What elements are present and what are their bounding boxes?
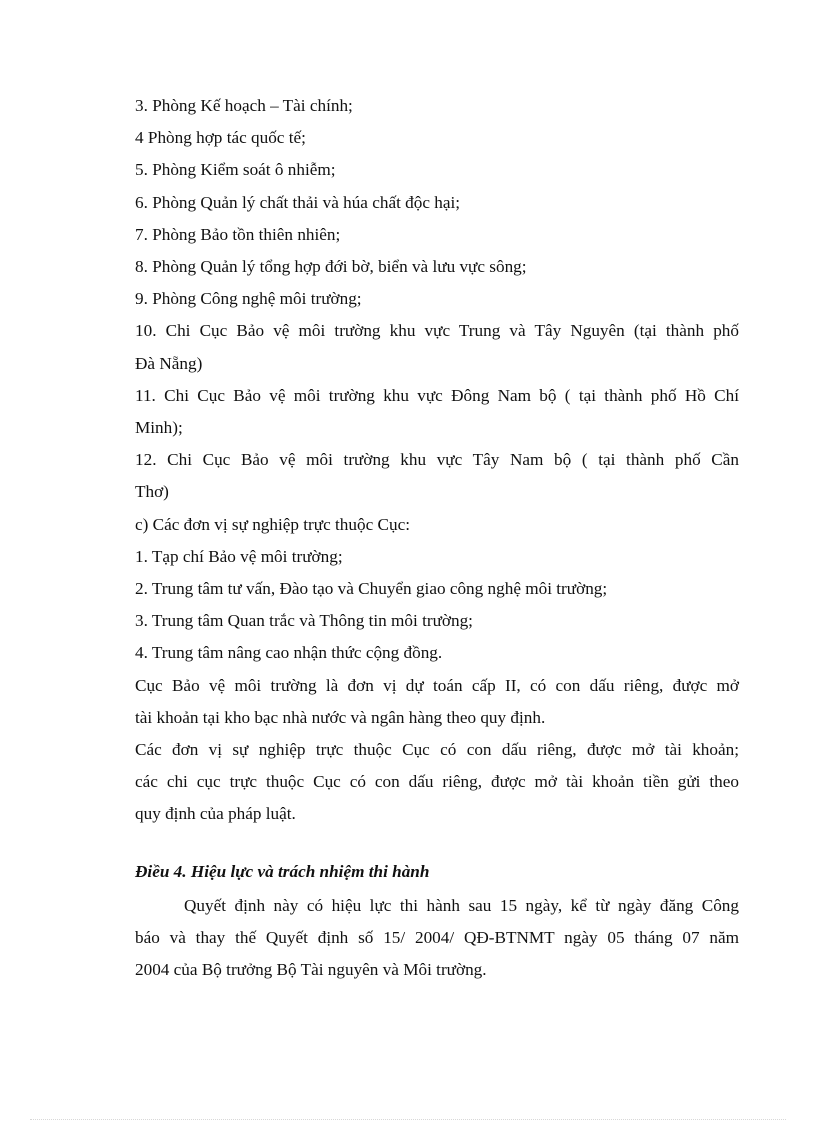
article-4-line-1: Quyết định này có hiệu lực thi hành sau 15 ngày, kể từ ngày đăng Công bbox=[184, 896, 739, 915]
list-item-4: 4 Phòng hợp tác quốc tế; bbox=[135, 128, 306, 148]
list-item-9: 9. Phòng Công nghệ môi trường; bbox=[135, 289, 362, 309]
list-item-10-line-1: 10. Chi Cục Bảo vệ môi trường khu vực Trung và Tây Nguyên (tại thành phố bbox=[135, 321, 739, 341]
paragraph-2-line-2: các chi cục trực thuộc Cục có con dấu riêng, được mở tài khoản tiền gửi theo bbox=[135, 772, 739, 792]
list-item-7: 7. Phòng Bảo tồn thiên nhiên; bbox=[135, 224, 341, 244]
list-item-3: 3. Phòng Kế hoạch – Tài chính; bbox=[135, 96, 353, 115]
list-item-12-line-2: Thơ) bbox=[135, 482, 169, 502]
article-4-heading: Điều 4. Hiệu lực và trách nhiệm thi hành bbox=[135, 862, 430, 881]
list-item-12-line-1: 12. Chi Cục Bảo vệ môi trường khu vực Tây Nam bộ ( tại thành phố Cần bbox=[135, 450, 739, 470]
list-item-5: 5. Phòng Kiểm soát ô nhiễm; bbox=[135, 160, 336, 180]
paragraph-2-line-1: Các đơn vị sự nghiệp trực thuộc Cục có con dấu riêng, được mở tài khoản; bbox=[135, 740, 739, 760]
list-item-11-line-1: 11. Chi Cục Bảo vệ môi trường khu vực Đông Nam bộ ( tại thành phố Hồ Chí bbox=[135, 385, 739, 405]
unit-item-3: 3. Trung tâm Quan trắc và Thông tin môi trường; bbox=[135, 611, 473, 631]
paragraph-1-line-2: tài khoản tại kho bạc nhà nước và ngân hàng theo quy định. bbox=[135, 707, 546, 727]
section-c-heading: c) Các đơn vị sự nghiệp trực thuộc Cục: bbox=[135, 514, 410, 534]
article-4-line-3: 2004 của Bộ trưởng Bộ Tài nguyên và Môi trường. bbox=[135, 960, 487, 980]
unit-item-2: 2. Trung tâm tư vấn, Đào tạo và Chuyển giao công nghệ môi trường; bbox=[135, 579, 608, 599]
unit-item-1: 1. Tạp chí Bảo vệ môi trường; bbox=[135, 546, 343, 566]
list-item-10-line-2: Đà Nẵng) bbox=[135, 353, 203, 373]
unit-item-4: 4. Trung tâm nâng cao nhận thức cộng đồng. bbox=[135, 643, 443, 663]
list-item-8: 8. Phòng Quản lý tổng hợp đới bờ, biển và lưu vực sông; bbox=[135, 257, 527, 277]
list-item-6: 6. Phòng Quản lý chất thải và húa chất độc hại; bbox=[135, 192, 461, 212]
organization-list bbox=[135, 90, 739, 831]
page-bottom-divider bbox=[30, 1119, 786, 1120]
list-item-11-line-2: Minh); bbox=[135, 418, 183, 438]
paragraph-2-line-3: quy định của pháp luật. bbox=[135, 804, 296, 824]
paragraph-1-line-1: Cục Bảo vệ môi trường là đơn vị dự toán cấp II, có con dấu riêng, được mở bbox=[135, 675, 739, 695]
article-4-line-2: báo và thay thế Quyết định số 15/ 2004/ QĐ-BTNMT ngày 05 tháng 07 năm bbox=[135, 928, 739, 948]
article-4-body bbox=[135, 890, 739, 987]
